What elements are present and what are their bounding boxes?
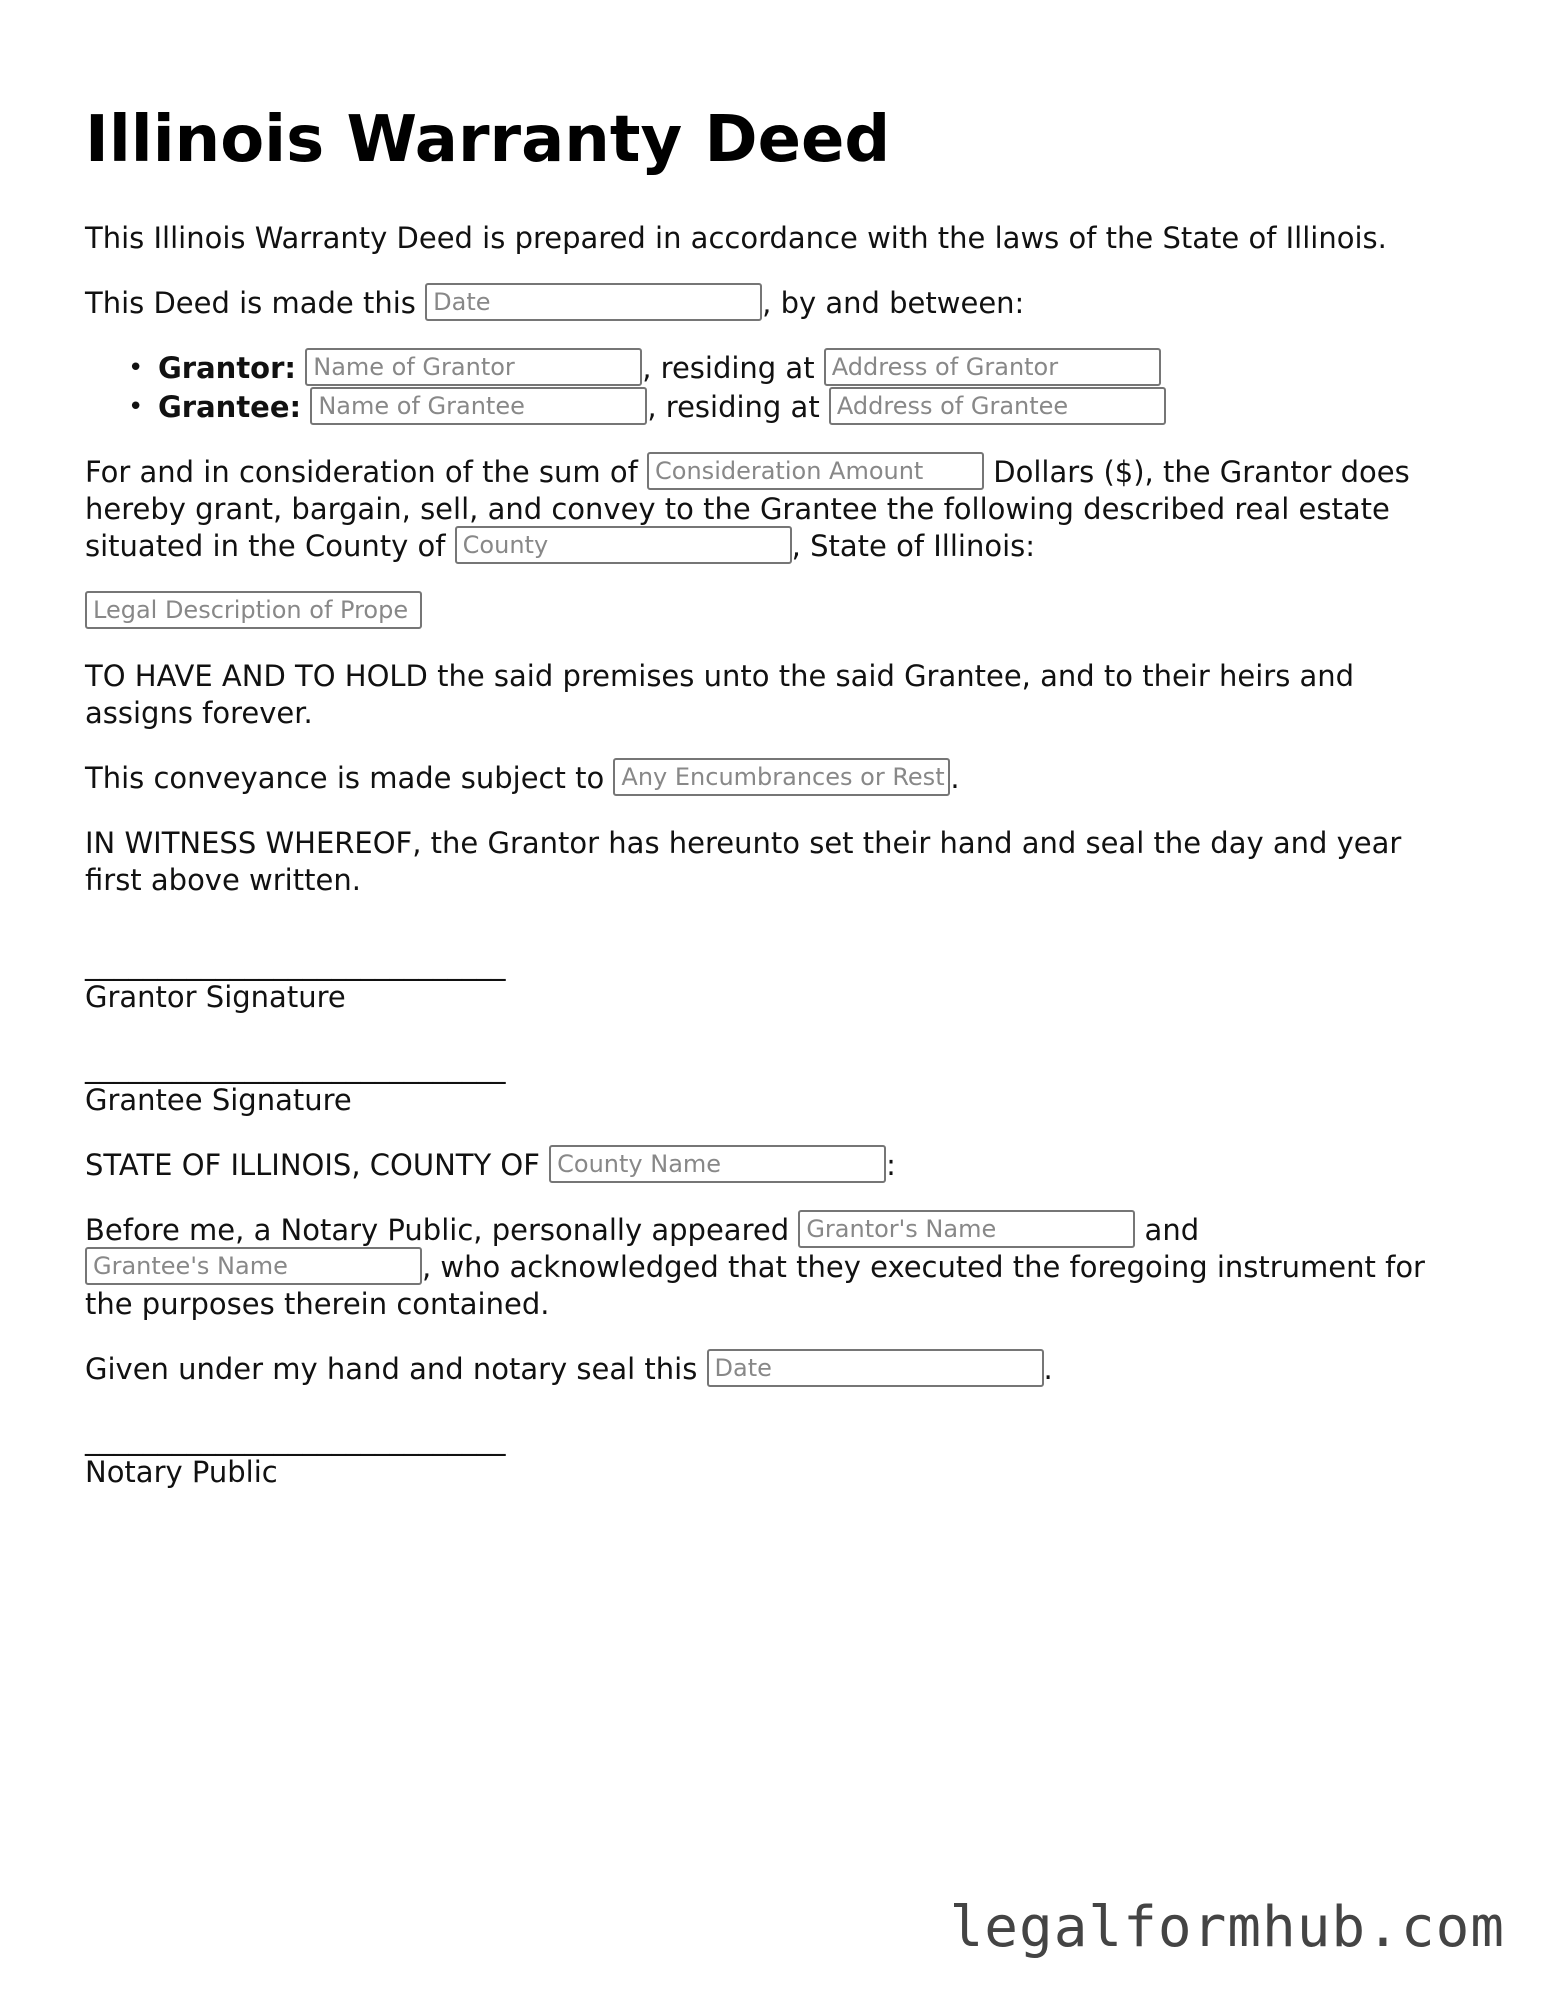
notary-prefix: Before me, a Notary Public, personally appeared bbox=[85, 1213, 790, 1247]
grantee-name-input[interactable]: Name of Grantee bbox=[310, 387, 647, 425]
consideration-prefix: For and in consideration of the sum of bbox=[85, 455, 638, 489]
state-county-suffix: : bbox=[886, 1148, 896, 1182]
grantee-label: Grantee: bbox=[158, 390, 302, 424]
subject-prefix: This conveyance is made subject to bbox=[85, 761, 605, 795]
grantor-signature-line: _____________________________ bbox=[85, 947, 506, 981]
state-county-paragraph bbox=[85, 1147, 1465, 1184]
subject-paragraph bbox=[85, 760, 1465, 797]
notary-date-input[interactable]: Date bbox=[707, 1349, 1044, 1387]
state-county-prefix: STATE OF ILLINOIS, COUNTY OF bbox=[85, 1148, 540, 1182]
consideration-amount-input[interactable]: Consideration Amount bbox=[647, 452, 984, 490]
notary-signature-line: _____________________________ bbox=[85, 1422, 506, 1456]
grantee-signature-block bbox=[85, 1052, 1465, 1119]
consideration-suffix: , State of Illinois: bbox=[791, 529, 1036, 563]
notary-paragraph bbox=[85, 1212, 1465, 1323]
given-paragraph bbox=[85, 1351, 1465, 1388]
grantor-name-input[interactable]: Name of Grantor bbox=[305, 348, 642, 386]
encumbrances-input[interactable]: Any Encumbrances or Rest bbox=[613, 758, 950, 796]
deed-date-prefix: This Deed is made this bbox=[85, 286, 416, 320]
notary-signature-block bbox=[85, 1424, 1465, 1491]
deed-date-paragraph bbox=[85, 285, 1465, 322]
grantor-signature-block bbox=[85, 949, 1465, 1016]
notary-grantee-name-input[interactable]: Grantee's Name bbox=[85, 1247, 422, 1285]
grantee-signature-label: Grantee Signature bbox=[85, 1083, 352, 1117]
bullet-icon: • bbox=[128, 353, 144, 383]
notary-signature-label: Notary Public bbox=[85, 1455, 278, 1489]
county-input[interactable]: County bbox=[455, 526, 792, 564]
given-prefix: Given under my hand and notary seal this bbox=[85, 1352, 698, 1386]
grantee-address-input[interactable]: Address of Grantee bbox=[829, 387, 1166, 425]
bullet-icon: • bbox=[128, 392, 144, 422]
grantor-label: Grantor: bbox=[158, 351, 297, 385]
grantor-address-input[interactable]: Address of Grantor bbox=[824, 348, 1161, 386]
legal-description-input[interactable]: Legal Description of Prope bbox=[85, 591, 422, 629]
page-title: Illinois Warranty Deed bbox=[85, 103, 891, 177]
deed-date-input[interactable]: Date bbox=[425, 283, 762, 321]
intro-paragraph: This Illinois Warranty Deed is prepared in accordance with the laws of the State of Illinois. bbox=[85, 221, 1387, 255]
deed-date-suffix: , by and between: bbox=[762, 286, 1025, 320]
consideration-middle: Dollars ($), the Grantor does hereby grant, bargain, sell, and convey to the Grantee the following described real estate situated in the County of bbox=[85, 455, 1410, 563]
deed-document bbox=[85, 100, 1465, 1519]
grantee-signature-line: _____________________________ bbox=[85, 1050, 506, 1084]
grantor-residing-text: , residing at bbox=[642, 351, 815, 385]
given-suffix: . bbox=[1043, 1352, 1053, 1386]
parties-list bbox=[85, 350, 1465, 426]
grantee-item bbox=[128, 389, 1465, 426]
county-name-input[interactable]: County Name bbox=[549, 1145, 886, 1183]
habendum-paragraph: TO HAVE AND TO HOLD the said premises unto the said Grantee, and to their heirs and assigns forever. bbox=[85, 659, 1355, 730]
grantor-item bbox=[128, 350, 1465, 387]
grantor-signature-label: Grantor Signature bbox=[85, 980, 346, 1014]
notary-grantor-name-input[interactable]: Grantor's Name bbox=[798, 1210, 1135, 1248]
legal-description-block bbox=[85, 593, 1465, 630]
subject-suffix: . bbox=[950, 761, 960, 795]
notary-suffix: , who acknowledged that they executed the foregoing instrument for the purposes therein contained. bbox=[85, 1250, 1425, 1321]
site-watermark: legalformhub.com bbox=[949, 1895, 1505, 1960]
witness-paragraph: IN WITNESS WHEREOF, the Grantor has hereunto set their hand and seal the day and year first above written. bbox=[85, 826, 1402, 897]
consideration-paragraph bbox=[85, 454, 1465, 565]
grantee-residing-text: , residing at bbox=[647, 390, 820, 424]
notary-and-text: and bbox=[1144, 1213, 1200, 1247]
